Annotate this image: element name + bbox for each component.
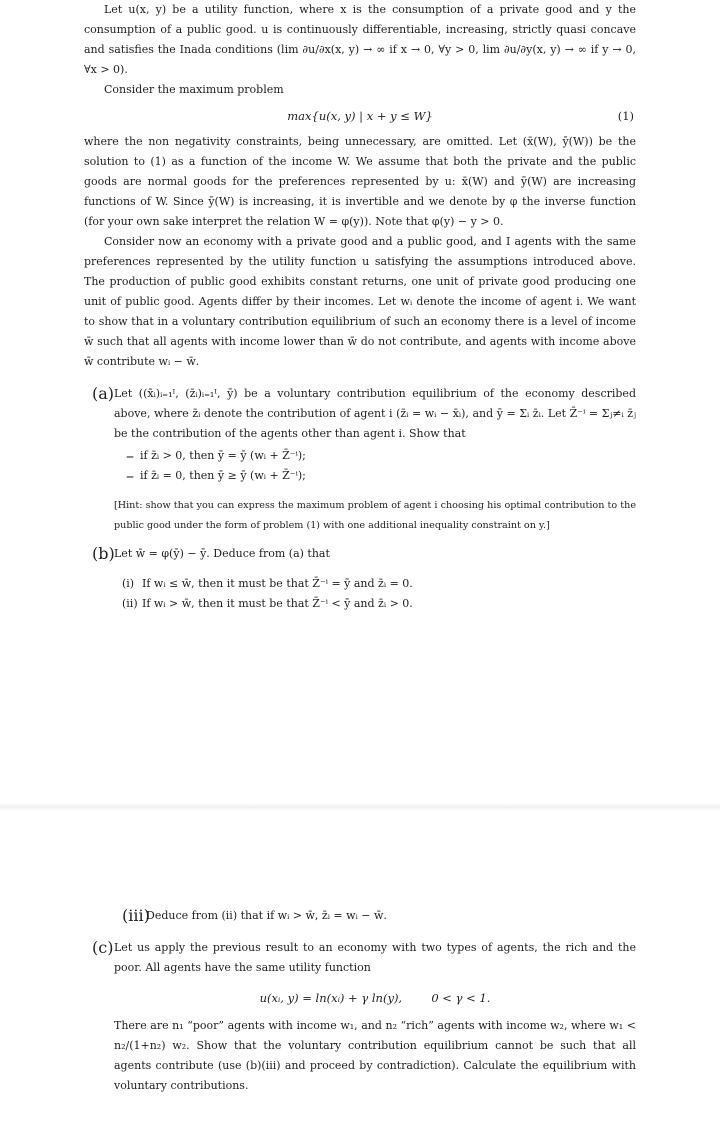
part-b-item-text: Deduce from (ii) that if wᵢ > w̄, z̄ᵢ = wᵢ − w̄. <box>146 909 387 922</box>
part-c-text-2: There are n₁ “poor” agents with income w₁, and n₂ “rich” agents with income w₂, where w₁ < n₂/(1+n₂) w₂. Show that the voluntary contribution equilibrium cannot be such that all agents contribute (use (b)(iii) and proceed by contradiction). Calculate the equilibrium with voluntary contributions. <box>114 1019 636 1092</box>
part-c-text: Let us apply the previous result to an economy with two types of agents, the rich and the poor. All agents have the same utility function <box>114 941 636 974</box>
part-b-item-text: If wᵢ > w̄, then it must be that Z̄⁻ⁱ < ȳ and z̄ᵢ > 0. <box>142 597 413 610</box>
equation-2-expression: u(xᵢ, y) = ln(xᵢ) + γ ln(y), 0 < γ < 1. <box>259 991 491 1005</box>
equation-1-expression: max{u(x, y) | x + y ≤ W} <box>287 109 433 123</box>
equation-1 <box>84 106 636 126</box>
part-b-text: Let w̄ = φ(ȳ) − ȳ. Deduce from (a) that <box>114 547 330 560</box>
part-a-label: (a) <box>92 384 115 403</box>
part-c <box>84 938 636 978</box>
page-top <box>84 0 636 614</box>
part-a-bullet-text: if z̄ᵢ = 0, then ȳ ≥ ȳ (wᵢ + Z̄⁻ⁱ); <box>140 469 306 482</box>
intro-paragraph-1: Let u(x, y) be a utility function, where x is the consumption of a private good and y the consumption of a public good. u is continuously differentiable, increasing, strictly quasi concave and satisfies the Inada conditions (lim ∂u/∂x(x, y) → ∞ if x → 0, ∀y > 0, lim ∂u/∂y(x, y) → ∞ if y → 0, ∀x > 0). <box>84 3 636 76</box>
part-b-item-label: (ii) <box>122 597 138 610</box>
intro-paragraph-4: Consider now an economy with a private good and a public good, and I agents with the same preferences represented by the utility function u satisfying the assumptions introduced above. The production of public good exhibits constant returns, one unit of private good producing one unit of public good. Agents differ by their incomes. Let wᵢ denote the income of agent i. We want to show that in a voluntary contribution equilibrium of such an economy there is a level of income w̄ such that all agents with income lower than w̄ do not contribute, and agents with income above w̄ contribute wᵢ − w̄. <box>84 235 636 368</box>
part-b-item-1 <box>122 574 636 594</box>
part-b-item-3 <box>122 906 636 926</box>
part-b <box>84 544 636 564</box>
intro-paragraph-2: Consider the maximum problem <box>104 83 284 96</box>
part-a-hint: [Hint: show that you can express the maximum problem of agent i choosing his optimal contribution to the public good under the form of problem (1) with one additional inequality constraint on y.] <box>114 500 636 531</box>
part-a-bullet-2: – if z̄ᵢ = 0, then ȳ ≥ ȳ (wᵢ + Z̄⁻ⁱ); <box>126 466 306 485</box>
part-b-item-label: (iii) <box>122 906 150 925</box>
part-a-bullet-text: if z̄ᵢ > 0, then ȳ = ȳ (wᵢ + Z̄⁻ⁱ); <box>140 449 306 462</box>
equation-2 <box>84 988 636 1008</box>
part-a-text: Let ((x̄ᵢ)ᵢ₌₁ᴵ, (z̄ᵢ)ᵢ₌₁ᴵ, ȳ) be a voluntary contribution equilibrium of the economy described above, where z̄ᵢ denote the contribution of agent i (z̄ᵢ = wᵢ − x̄ᵢ), and ȳ = Σᵢ z̄ᵢ. Let Z̄⁻ⁱ = Σⱼ≠ᵢ z̄ⱼ be the contribution of the agents other than agent i. Show that <box>114 387 636 440</box>
equation-1-number: (1) <box>617 109 634 123</box>
page-break-divider <box>0 803 720 811</box>
part-b-item-2 <box>122 594 636 614</box>
part-b-item-label: (i) <box>122 577 135 590</box>
part-a <box>84 384 636 444</box>
part-b-item-text: If wᵢ ≤ w̄, then it must be that Z̄⁻ⁱ = ȳ and z̄ᵢ = 0. <box>142 577 413 590</box>
part-c-label: (c) <box>92 938 114 957</box>
page-bottom <box>84 906 636 1096</box>
part-b-label: (b) <box>92 544 115 563</box>
part-a-bullet-1: – if z̄ᵢ > 0, then ȳ = ȳ (wᵢ + Z̄⁻ⁱ); <box>126 446 306 465</box>
intro-paragraph-3: where the non negativity constraints, being unnecessary, are omitted. Let (x̄(W), ȳ(W)) be the solution to (1) as a function of the income W. We assume that both the private and the public goods are normal goods for the preferences represented by u: x̄(W) and ȳ(W) are increasing functions of W. Since ȳ(W) is increasing, it is invertible and we denote by φ the inverse function (for your own sake interpret the relation W = φ(y)). Note that φ(y) − y > 0. <box>84 135 636 228</box>
